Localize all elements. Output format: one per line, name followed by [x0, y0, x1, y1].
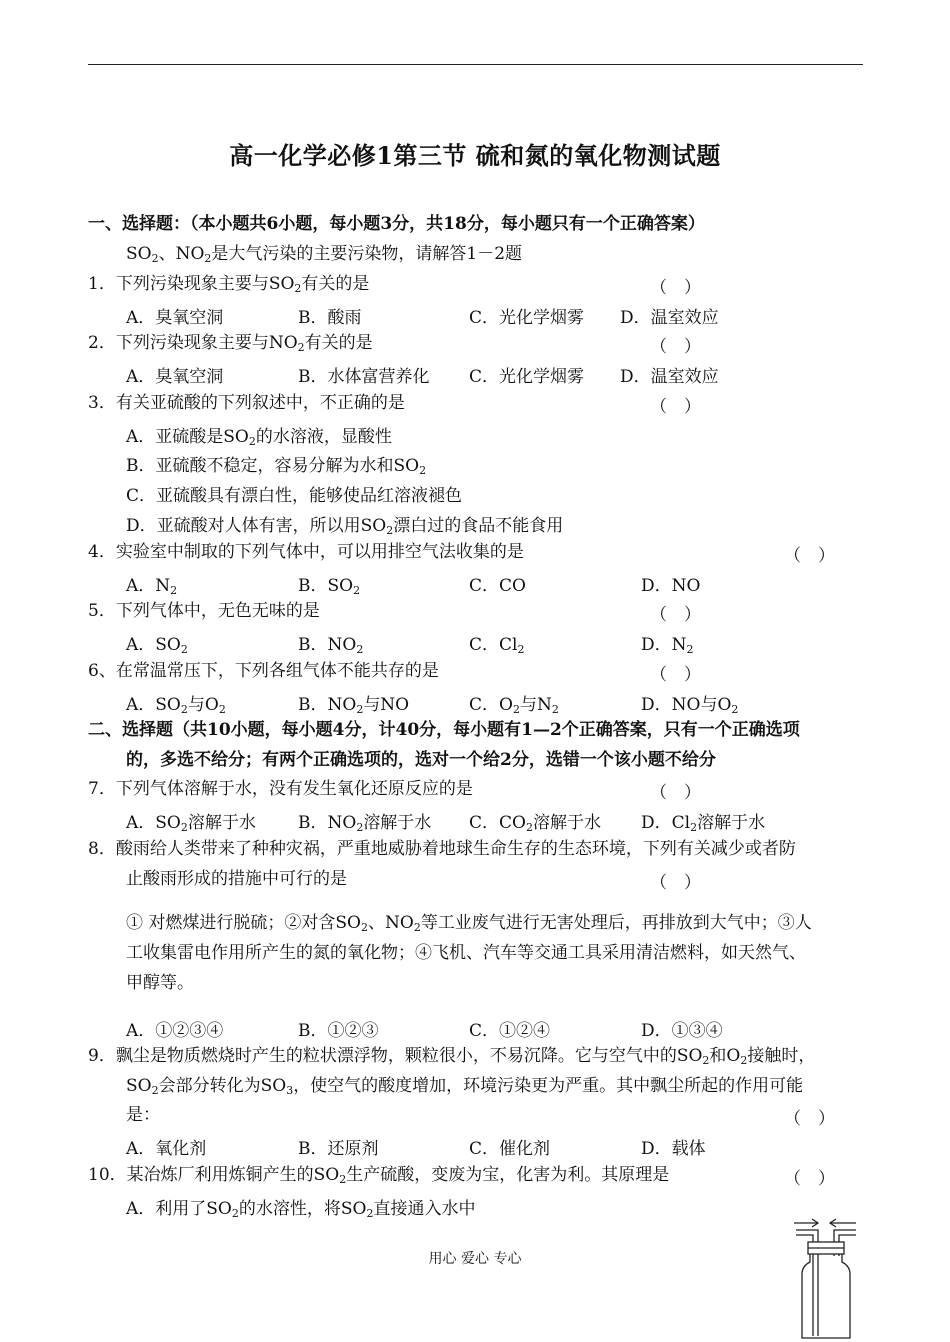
q4-option-a: A．$N_2$ — [126, 576, 178, 597]
q7-option-b: B．$NO_2$溶解于水 — [298, 813, 432, 834]
q9-stem-line-3: 是： — [126, 1105, 160, 1125]
q3-stem: 3．有关亚硫酸的下列叙述中，不正确的是 — [88, 393, 405, 413]
q1-option-d: D．温室效应 — [620, 308, 719, 328]
q8-option-a: A．①②③④ — [126, 1021, 224, 1041]
q10-answer-blank: （ ） — [784, 1169, 835, 1189]
page-footer: 用心 爱心 专心 — [428, 1251, 522, 1267]
section-2-heading-line-1: 二、选择题（共10小题，每小题4分，计40分，每小题有1—2个正确答案，只有一个正确选项 — [88, 720, 800, 740]
q5-option-a: A．$SO_2$ — [126, 635, 188, 656]
q3-answer-blank: （ ） — [650, 397, 701, 417]
q8-option-b: B．①②③ — [298, 1021, 379, 1041]
q6-option-b: B．$NO_2$与NO — [298, 695, 410, 716]
q1-answer-blank: （ ） — [650, 278, 701, 298]
q4-option-b: B．$SO_2$ — [298, 576, 361, 597]
q1-option-a: A．臭氧空洞 — [126, 308, 224, 328]
q10-stem: 10．某冶炼厂利用炼铜产生的$SO_2$生产硫酸，变废为宝，化害为利。其原理是 — [88, 1165, 670, 1186]
q3-option-d: D．亚硫酸对人体有害，所以用$SO_2$漂白过的食品不能食用 — [126, 516, 564, 537]
q4-stem: 4．实验室中制取的下列气体中，可以用排空气法收集的是 — [88, 542, 524, 562]
q6-option-d: D．NO与$O_2$ — [641, 695, 739, 716]
q8-option-c: C．①②④ — [469, 1021, 551, 1041]
q8-option-d: D．①③④ — [641, 1021, 723, 1041]
q9-option-d: D．载体 — [641, 1139, 706, 1159]
q9-stem-line-2: $SO_2$会部分转化为$SO_3$，使空气的酸度增加，环境污染更为严重。其中飘尘所起的作用可能 — [126, 1076, 804, 1097]
q8-measures-line-1: ① 对燃煤进行脱硫；②对含$SO_2$、$NO_2$等工业废气进行无害处理后，再排放到大气中；③人 — [126, 913, 812, 934]
q1-option-b: B．酸雨 — [298, 308, 362, 328]
q3-option-c: C．亚硫酸具有漂白性，能够使品红溶液褪色 — [126, 486, 463, 506]
q5-option-d: D．$N_2$ — [641, 635, 694, 656]
q5-stem: 5．下列气体中，无色无味的是 — [88, 601, 320, 621]
q5-option-b: B．$NO_2$ — [298, 635, 364, 656]
q3-option-b: B．亚硫酸不稳定，容易分解为水和$SO_2$ — [126, 456, 427, 477]
q1-option-c: C．光化学烟雾 — [469, 308, 585, 328]
q7-option-a: A．$SO_2$溶解于水 — [126, 813, 256, 834]
q7-option-c: C．$CO_2$溶解于水 — [469, 813, 601, 834]
q2-answer-blank: （ ） — [650, 337, 701, 357]
q9-stem-line-1: 9．飘尘是物质燃烧时产生的粒状漂浮物，颗粒很小，不易沉降。它与空气中的$SO_2$和$O_2$接触时， — [88, 1046, 816, 1067]
q8-stem-line-1: 8．酸雨给人类带来了种种灾祸，严重地威胁着地球生命生存的生态环境，下列有关减少或者防 — [88, 839, 796, 859]
q2-option-a: A．臭氧空洞 — [126, 367, 224, 387]
q6-stem: 6、在常温常压下，下列各组气体不能共存的是 — [88, 661, 439, 681]
page-title: 高一化学必修1第三节 硫和氮的氧化物测试题 — [229, 141, 721, 170]
q2-option-c: C．光化学烟雾 — [469, 367, 585, 387]
q7-option-d: D．$Cl_2$溶解于水 — [641, 813, 766, 834]
q9-option-a: A．氧化剂 — [126, 1139, 207, 1159]
section-2-heading-line-2: 的，多选不给分；有两个正确选项的，选对一个给2分，选错一个该小题不给分 — [126, 750, 716, 770]
q8-answer-blank: （ ） — [650, 873, 701, 893]
q1-stem: 1．下列污染现象主要与$SO_2$有关的是 — [88, 274, 370, 295]
q2-option-d: D．温室效应 — [620, 367, 719, 387]
q6-option-c: C．$O_2$与$N_2$ — [469, 695, 559, 716]
q6-option-a: A．$SO_2$与$O_2$ — [126, 695, 226, 716]
q5-option-c: C．$Cl_2$ — [469, 635, 525, 656]
q8-measures-line-2: 工收集雷电作用所产生的氮的氧化物；④飞机、汽车等交通工具采用清洁燃料，如天然气、 — [126, 943, 806, 963]
q5-answer-blank: （ ） — [650, 605, 701, 625]
header-rule — [88, 64, 863, 65]
q8-stem-line-2: 止酸雨形成的措施中可行的是 — [126, 869, 347, 889]
section-1-heading: 一、选择题：（本小题共6小题，每小题3分，共18分，每小题只有一个正确答案） — [88, 214, 705, 234]
q8-measures-line-3: 甲醇等。 — [126, 973, 194, 993]
q6-answer-blank: （ ） — [650, 665, 701, 685]
q4-option-d: D．NO — [641, 576, 701, 596]
q4-answer-blank: （ ） — [784, 546, 835, 566]
q4-option-c: C．CO — [469, 576, 526, 596]
q7-answer-blank: （ ） — [650, 783, 701, 803]
q9-option-c: C．催化剂 — [469, 1139, 551, 1159]
q3-option-a: A．亚硫酸是$SO_2$的水溶液，显酸性 — [126, 427, 392, 448]
q9-answer-blank: （ ） — [784, 1109, 835, 1129]
gas-washing-bottle-figure — [790, 1216, 862, 1342]
q7-stem: 7．下列气体溶解于水，没有发生氧化还原反应的是 — [88, 779, 473, 799]
q2-stem: 2．下列污染现象主要与$NO_2$有关的是 — [88, 333, 373, 354]
q9-option-b: B．还原剂 — [298, 1139, 379, 1159]
intro-text: $SO_2$、$NO_2$是大气污染的主要污染物，请解答1－2题 — [126, 244, 523, 265]
q2-option-b: B．水体富营养化 — [298, 367, 430, 387]
q10-option-a: A．利用了$SO_2$的水溶性，将$SO_2$直接通入水中 — [126, 1199, 476, 1220]
